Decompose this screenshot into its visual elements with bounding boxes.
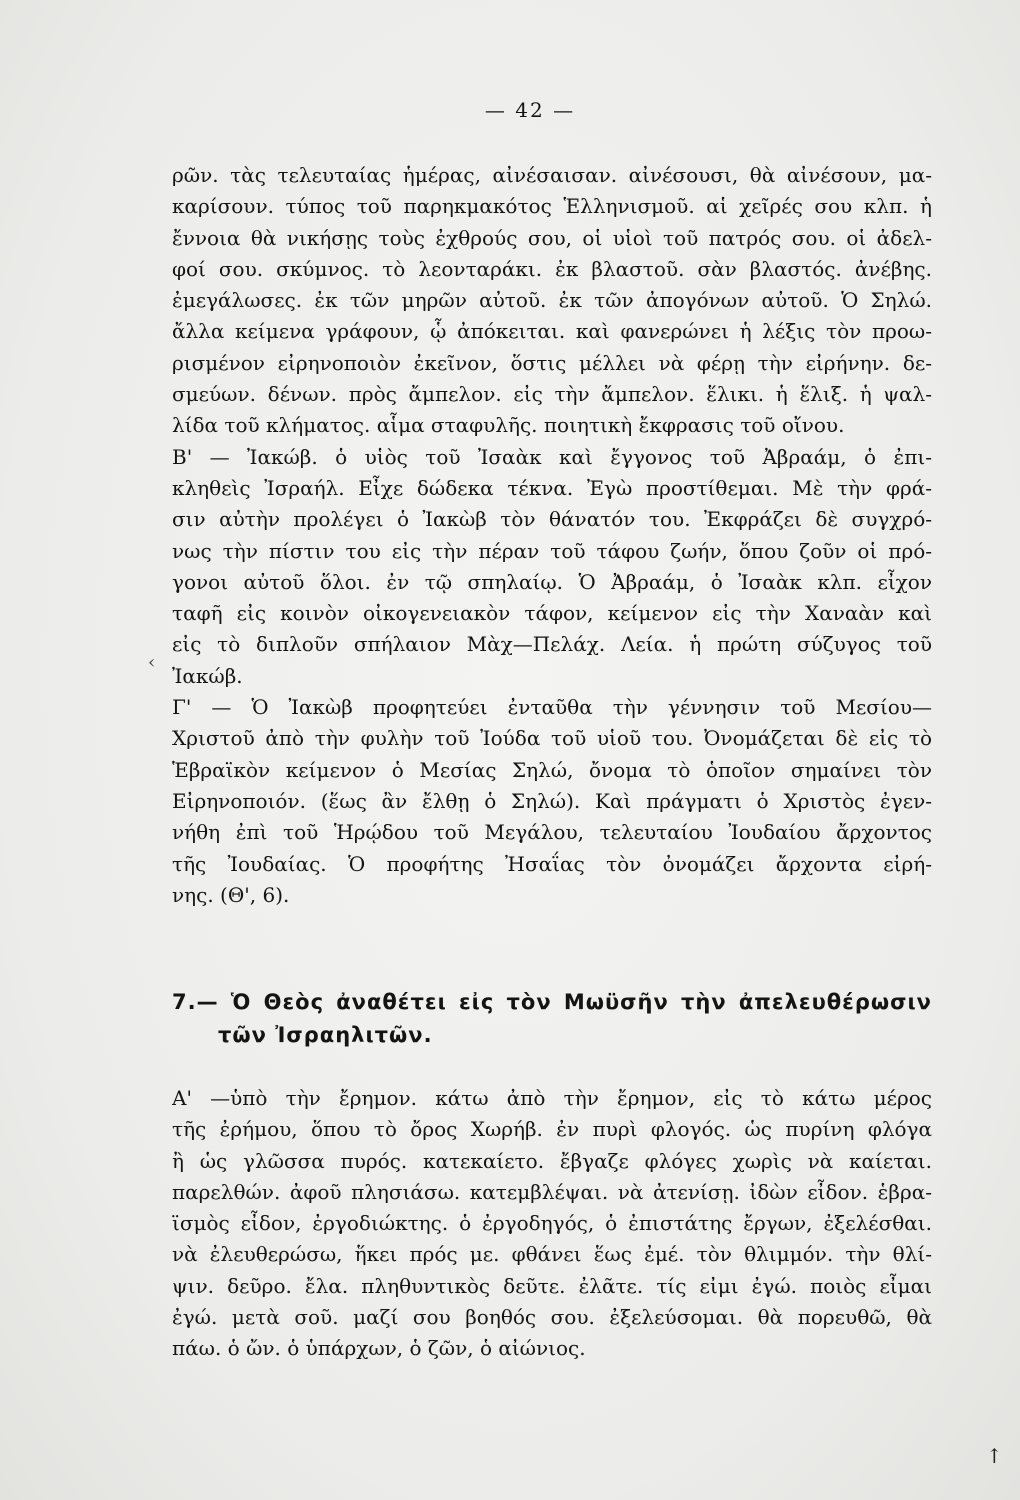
text-line: Ἑβραϊκὸν κείμενον ὁ Μεσίας Σηλώ, ὄνομα τὸ ὁποῖον σημαίνει τὸν [172,757,932,782]
text-line: νήθη ἐπὶ τοῦ Ἡρῴδου τοῦ Μεγάλου, τελευταίου Ἰουδαίου ἄρχοντος [172,820,932,845]
text-line: Α' —ὑπὸ τὴν ἔρημον. κάτω ἀπὸ τὴν ἔρημον, εἰς τὸ κάτω μέρος [172,1086,932,1110]
text-line: ρισμένον εἰρηνοποιὸν ἐκεῖνον, ὅστις μέλλει νὰ φέρῃ τὴν εἰρήνην. δε- [172,350,932,375]
text-line: σμεύων. δένων. πρὸς ἄμπελον. εἰς τὴν ἄμπελον. ἕλικι. ἡ ἕλιξ. ἡ ψαλ- [172,382,932,407]
text-line: νὰ ἐλευθερώσω, ἥκει πρός με. φθάνει ἕως ἐμέ. τὸν θλιμμόν. τὴν θλί- [172,1242,932,1267]
text-line: τῆς ἐρήμου, ὅπου τὸ ὄρος Χωρήβ. ἐν πυρὶ φλογός. ὡς πυρίνη φλόγα [172,1117,932,1142]
text-line: νως τὴν πίστιν του εἰς τὴν πέραν τοῦ τάφου ζωήν, ὅπου ζοῦν οἱ πρό- [172,538,932,563]
section-heading [172,986,932,1052]
text-line: τῆς Ἰουδαίας. Ὁ προφήτης Ἠσαΐας τὸν ὀνομάζει ἄρχοντα εἰρή- [172,851,932,876]
text-line: Εἰρηνοποιόν. (ἕως ἂν ἔλθῃ ὁ Σηλώ). Καὶ πράγματι ὁ Χριστὸς ἐγεν- [172,788,932,813]
commentary-block-top [172,160,932,911]
text-line: φοί σου. σκύμνος. τὸ λεονταράκι. ἐκ βλαστοῦ. σὰν βλαστός. ἀνέβης. [172,256,932,281]
text-line: κληθεὶς Ἰσραήλ. Εἶχε δώδεκα τέκνα. Ἐγὼ προστίθεμαι. Μὲ τὴν φρά- [172,475,932,500]
text-line: Γ' — Ὁ Ἰακὼβ προφητεύει ἐνταῦθα τὴν γέννησιν τοῦ Μεσίου— [172,695,932,720]
text-line: λίδα τοῦ κλήματος. αἷμα σταφυλῆς. ποιητικὴ ἔκφρασις τοῦ οἴνου. [172,413,845,438]
section-heading-line-1: 7.— Ὁ Θεὸς ἀναθέτει εἰς τὸν Μωϋσῆν τὴν ἀπελευθέρωσιν [172,990,932,1014]
commentary-block-bottom [172,1083,932,1365]
text-line: σιν αὐτὴν προλέγει ὁ Ἰακὼβ τὸν θάνατόν του. Ἐκφράζει δὲ συγχρό- [172,507,932,532]
text-line: ταφῆ εἰς κοινὸν οἰκογενειακὸν τάφον, κείμενον εἰς τὴν Χαναὰν καὶ [172,601,932,626]
corner-mark: ↑ [986,1444,1003,1468]
text-line: Β' — Ἰακώβ. ὁ υἱὸς τοῦ Ἰσαὰκ καὶ ἔγγονος τοῦ Ἀβραάμ, ὁ ἐπι- [172,444,932,469]
text-line: ἐγώ. μετὰ σοῦ. μαζί σου βοηθός σου. ἐξελεύσομαι. θὰ πορευθῶ, θὰ [172,1305,932,1330]
text-line: παρελθών. ἀφοῦ πλησιάσω. κατεμβλέψαι. νὰ ἀτενίσῃ. ἰδὼν εἶδον. ἑβρα- [172,1179,932,1204]
text-line: πάω. ὁ ὤν. ὁ ὑπάρχων, ὁ ζῶν, ὁ αἰώνιος. [172,1336,586,1361]
text-line: ἄλλα κείμενα γράφουν, ᾧ ἀπόκειται. καὶ φανερώνει ἡ λέξις τὸν προω- [172,319,932,344]
text-line: ρῶν. τὰς τελευταίας ἡμέρας, αἰνέσαισαν. αἰνέσουσι, θὰ αἰνέσουν, μα- [172,163,932,187]
text-line: Χριστοῦ ἀπὸ τὴν φυλὴν τοῦ Ἰούδα τοῦ υἱοῦ του. Ὀνομάζεται δὲ εἰς τὸ [172,726,932,751]
text-line: ἔννοια θὰ νικήσῃς τοὺς ἐχθρούς σου, οἱ υἱοὶ τοῦ πατρός σου. οἱ ἀδελ- [172,225,932,250]
text-line: ἢ ὡς γλῶσσα πυρός. κατεκαίετο. ἔβγαζε φλόγες χωρὶς νὰ καίεται. [172,1148,932,1173]
margin-mark: ‹ [148,652,156,673]
text-line: εἰς τὸ διπλοῦν σπήλαιον Μὰχ—Πελάχ. Λεία. ἡ πρώτη σύζυγος τοῦ [172,632,932,657]
text-line: γονοι αὐτοῦ ὅλοι. ἐν τῷ σπηλαίῳ. Ὁ Ἀβραάμ, ὁ Ἰσαὰκ κλπ. εἶχον [172,569,932,594]
page-number: — 42 — [484,98,576,122]
text-line: νης. (Θ', 6). [172,882,290,907]
text-line: ἐμεγάλωσες. ἐκ τῶν μηρῶν αὐτοῦ. ἐκ τῶν ἀπογόνων αὐτοῦ. Ὁ Σηλώ. [172,288,932,313]
text-line: ϊσμὸς εἶδον, ἐργοδιώκτης. ὁ ἐργοδηγός, ὁ ἐπιστάτης ἔργων, ἐξελέσθαι. [172,1211,932,1236]
text-line: ψιν. δεῦρο. ἔλα. πληθυντικὸς δεῦτε. ἐλᾶτε. τίς εἰμι ἐγώ. ποιὸς εἶμαι [172,1273,932,1298]
section-heading-line-2: τῶν Ἰσραηλιτῶν. [218,1023,433,1047]
text-line: καρίσουν. τύπος τοῦ παρηκμακότος Ἑλληνισμοῦ. αἱ χεῖρές σου κλπ. ἡ [172,194,932,219]
text-line: Ἰακώβ. [172,663,243,688]
